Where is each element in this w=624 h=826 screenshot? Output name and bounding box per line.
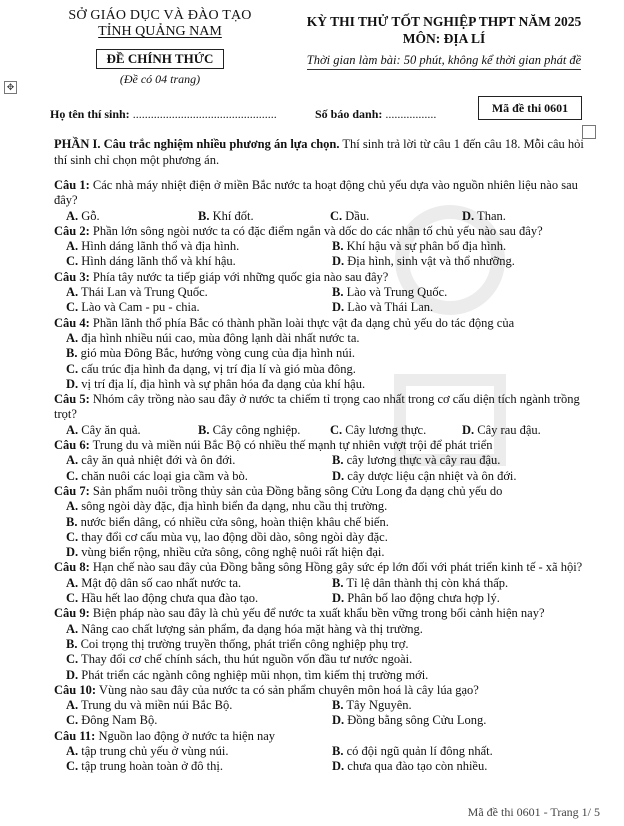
question-stem	[54, 438, 594, 453]
option-letter: D.	[332, 591, 345, 606]
question-number: Câu 9:	[54, 606, 90, 621]
question-stem	[54, 224, 594, 239]
question-number: Câu 10:	[54, 682, 97, 697]
option-text: Gỗ.	[78, 208, 100, 223]
option-text: Tỉ lệ dân thành thị còn khá thấp.	[343, 575, 509, 590]
corner-checkbox[interactable]	[582, 125, 596, 139]
option-letter: B.	[332, 285, 344, 300]
answer-option	[332, 591, 598, 606]
option-letter: C.	[330, 422, 343, 437]
answer-option	[54, 622, 594, 637]
question-number: Câu 5:	[54, 392, 90, 407]
option-letter: C.	[66, 468, 79, 483]
option-letter: D.	[66, 545, 79, 560]
question-stem	[54, 560, 594, 575]
option-text: Trung du và miền núi Bắc Bộ.	[78, 698, 233, 713]
question	[54, 178, 594, 224]
name-dots: ................................................	[129, 107, 277, 121]
answer-option	[66, 713, 332, 728]
answer-option	[66, 209, 198, 224]
sbd-field	[315, 107, 436, 122]
page-footer: Mã đề thi 0601 - Trang 1/ 5	[467, 805, 600, 819]
option-text: Thái Lan và Trung Quốc.	[78, 285, 208, 300]
question-number: Câu 11:	[54, 728, 96, 743]
answer-option	[198, 423, 330, 438]
option-text: vùng biển rộng, nhiều cửa sông, công nghệ nuôi rất hiện đại.	[78, 545, 385, 560]
answer-option	[66, 423, 198, 438]
answer-option	[332, 713, 598, 728]
answer-option	[66, 285, 332, 300]
exam-header	[294, 14, 594, 70]
option-letter: A.	[66, 575, 79, 590]
question-text: Hạn chế nào sau đây của Đồng bằng sông Hồng gây sức ép lớn đối với phát triển kinh tế - xã hội?	[89, 560, 583, 575]
option-letter: A.	[66, 698, 79, 713]
option-list	[54, 453, 594, 484]
answer-option	[66, 469, 332, 484]
question-number: Câu 3:	[54, 269, 90, 284]
question	[54, 683, 594, 729]
option-letter: C.	[66, 529, 79, 544]
answer-option	[66, 239, 332, 254]
question-stem	[54, 683, 594, 698]
option-letter: D.	[66, 376, 79, 391]
option-letter: C.	[66, 759, 79, 774]
question-text: Phần lớn sông ngòi nước ta có đặc điểm ngắn và dốc do các nhân tố chủ yếu nào sau đây?	[89, 223, 543, 238]
part-1-desc: Thí sinh trả lời từ câu 1 đến câu 18. Mỗi câu hỏi thí sinh chỉ chọn một phương án.	[54, 137, 584, 167]
question-number: Câu 6:	[54, 438, 90, 453]
answer-option	[54, 652, 594, 667]
answer-option	[66, 453, 332, 468]
question-text: Sản phẩm nuôi trồng thủy sản của Đồng bằng sông Cửu Long đa dạng chủ yếu do	[89, 483, 503, 498]
answer-option	[332, 254, 598, 269]
answer-option	[54, 362, 594, 377]
question-number: Câu 2:	[54, 223, 90, 238]
question-stem	[54, 606, 594, 621]
question-text: Các nhà máy nhiệt điện ở miền Bắc nước ta hoạt động chủ yếu dựa vào nguồn nhiên liệu nào sau đây?	[54, 178, 578, 208]
answer-option	[66, 591, 332, 606]
option-letter: D.	[332, 759, 345, 774]
option-list	[54, 239, 594, 270]
answer-option	[330, 209, 462, 224]
option-letter: D.	[332, 300, 345, 315]
option-letter: B.	[66, 636, 78, 651]
option-text: Hình dáng lãnh thổ và địa hình.	[78, 239, 240, 254]
option-letter: A.	[66, 208, 79, 223]
question	[54, 316, 594, 392]
option-letter: B.	[332, 453, 344, 468]
option-text: chưa qua đào tạo còn nhiều.	[344, 759, 488, 774]
option-text: cấu trúc địa hình đa dạng, vị trí địa lí và gió mùa đông.	[78, 361, 356, 376]
answer-option	[462, 423, 594, 438]
option-text: cây lương thực và cây rau đậu.	[343, 453, 501, 468]
official-stamp: ĐỀ CHÍNH THỨC	[96, 49, 225, 69]
exam-code-box: Mã đề thi 0601	[478, 96, 582, 120]
option-list	[54, 209, 594, 224]
question-text: Biện pháp nào sau đây là chủ yếu để nước ta xuất khẩu bền vững trong bối cảnh hiện nay?	[89, 606, 545, 621]
option-text: sông ngòi dày đặc, địa hình biển đa dạng, nhu cầu thị trường.	[78, 499, 388, 514]
exam-title: KỲ THI THỬ TỐT NGHIỆP THPT NĂM 2025	[306, 14, 582, 29]
answer-option	[198, 209, 330, 224]
issuer-header	[40, 8, 280, 87]
option-letter: D.	[332, 254, 345, 269]
option-text: cây dược liệu cận nhiệt và ôn đới.	[344, 468, 517, 483]
option-list	[54, 576, 594, 607]
question	[54, 392, 594, 438]
option-text: Than.	[474, 208, 506, 223]
option-list	[54, 499, 594, 560]
option-letter: B.	[198, 422, 210, 437]
option-text: thay đổi cơ cấu mùa vụ, lao động dồi dào, sông ngòi dày đặc.	[78, 529, 388, 544]
question-stem	[54, 392, 594, 423]
option-letter: B.	[332, 743, 344, 758]
option-text: Địa hình, sinh vật và thổ nhưỡng.	[344, 254, 515, 269]
question-text: Nguồn lao động ở nước ta hiện nay	[95, 728, 276, 743]
option-text: Lào và Cam - pu - chia.	[78, 300, 200, 315]
sbd-label: Số báo danh:	[315, 107, 383, 121]
option-letter: A.	[66, 453, 79, 468]
province-name: TỈNH QUẢNG NAM	[98, 24, 222, 39]
option-text: Cây ăn quả.	[78, 422, 141, 437]
option-letter: B.	[66, 346, 78, 361]
answer-option	[66, 300, 332, 315]
answer-option	[66, 254, 332, 269]
option-text: địa hình nhiều núi cao, mùa đông lạnh dài nhất nước ta.	[78, 330, 360, 345]
department-name: SỞ GIÁO DỤC VÀ ĐÀO TẠO	[68, 8, 252, 23]
question	[54, 438, 594, 484]
option-text: Thay đổi cơ chế chính sách, thu hút nguồn vốn đầu tư nước ngoài.	[78, 652, 413, 667]
option-list	[54, 698, 594, 729]
pages-note: (Đề có 04 trang)	[119, 72, 201, 86]
option-text: Phát triển các ngành công nghiệp mũi nhọn, tìm kiếm thị trường mới.	[78, 667, 429, 682]
option-letter: B.	[332, 239, 344, 254]
option-text: Tây Nguyên.	[343, 698, 412, 713]
question-stem	[54, 484, 594, 499]
answer-option	[332, 453, 598, 468]
question-stem	[54, 316, 594, 331]
name-field	[50, 107, 277, 122]
option-letter: B.	[198, 208, 210, 223]
answer-option	[66, 698, 332, 713]
option-text: Cây rau đậu.	[474, 422, 541, 437]
option-text: chăn nuôi các loại gia cầm và bò.	[78, 468, 248, 483]
option-letter: A.	[66, 499, 79, 514]
option-text: Cây lương thực.	[342, 422, 427, 437]
answer-option	[54, 530, 594, 545]
option-letter: A.	[66, 239, 79, 254]
question-stem	[54, 178, 594, 209]
option-letter: A.	[66, 621, 79, 636]
option-letter: C.	[330, 208, 343, 223]
option-letter: D.	[332, 713, 345, 728]
question-number: Câu 7:	[54, 483, 90, 498]
option-letter: B.	[332, 575, 344, 590]
option-letter: C.	[66, 652, 79, 667]
answer-option	[332, 759, 598, 774]
question-number: Câu 8:	[54, 560, 90, 575]
name-label: Họ tên thí sinh:	[50, 107, 130, 121]
move-handle-icon[interactable]: ✥	[4, 81, 17, 94]
answer-option	[66, 576, 332, 591]
question	[54, 606, 594, 682]
option-text: cây ăn quả nhiệt đới và ôn đới.	[78, 453, 236, 468]
option-text: Khí đốt.	[209, 208, 254, 223]
option-text: Đồng bằng sông Cửu Long.	[344, 713, 487, 728]
option-letter: C.	[66, 591, 79, 606]
option-letter: D.	[462, 422, 475, 437]
answer-option	[66, 744, 332, 759]
answer-option	[330, 423, 462, 438]
option-letter: C.	[66, 361, 79, 376]
option-text: Dầu.	[342, 208, 370, 223]
answer-option	[54, 331, 594, 346]
option-letter: C.	[66, 713, 79, 728]
option-list	[54, 744, 594, 775]
question	[54, 270, 594, 316]
option-list	[54, 423, 594, 438]
option-text: nước biển dâng, có nhiều cửa sông, hoàn thiện khâu chế biến.	[77, 514, 389, 529]
option-text: Lào và Thái Lan.	[344, 300, 434, 315]
option-letter: A.	[66, 743, 79, 758]
question-stem	[54, 729, 594, 744]
option-text: Mật độ dân số cao nhất nước ta.	[78, 575, 242, 590]
question	[54, 224, 594, 270]
option-text: Phân bố lao động chưa hợp lý.	[344, 591, 500, 606]
answer-option	[54, 346, 594, 361]
question-number: Câu 4:	[54, 315, 90, 330]
answer-option	[332, 300, 598, 315]
part-1-instructions	[54, 137, 584, 168]
answer-option	[54, 515, 594, 530]
option-text: Lào và Trung Quốc.	[343, 285, 448, 300]
question	[54, 560, 594, 606]
option-letter: A.	[66, 285, 79, 300]
option-text: tập trung hoàn toàn ở đô thị.	[78, 759, 223, 774]
question	[54, 729, 594, 775]
answer-option	[332, 576, 598, 591]
option-text: Hầu hết lao động chưa qua đào tạo.	[78, 591, 259, 606]
answer-option	[54, 637, 594, 652]
option-text: Đông Nam Bộ.	[78, 713, 158, 728]
option-text: gió mùa Đông Bắc, hướng vòng cung của địa hình núi.	[77, 346, 356, 361]
option-text: Cây công nghiệp.	[209, 422, 301, 437]
time-note: Thời gian làm bài: 50 phút, không kể thời gian phát đề	[307, 53, 581, 70]
answer-option	[54, 377, 594, 392]
option-text: tập trung chủ yếu ở vùng núi.	[78, 743, 229, 758]
answer-option	[54, 545, 594, 560]
question-text: Trung du và miền núi Bắc Bộ có nhiều thế mạnh tự nhiên vượt trội để phát triển	[89, 438, 493, 453]
sbd-dots: .................	[382, 107, 437, 121]
answer-option	[332, 698, 598, 713]
option-letter: B.	[332, 698, 344, 713]
option-list	[54, 622, 594, 683]
question-list	[54, 178, 594, 775]
answer-option	[54, 668, 594, 683]
option-letter: D.	[332, 468, 345, 483]
option-letter: D.	[462, 208, 475, 223]
answer-option	[332, 469, 598, 484]
subject-title: MÔN: ĐỊA LÍ	[402, 31, 486, 46]
answer-option	[332, 239, 598, 254]
answer-option	[66, 759, 332, 774]
question-stem	[54, 270, 594, 285]
option-text: Hình dáng lãnh thổ và khí hậu.	[78, 254, 236, 269]
question-text: Nhóm cây trồng nào sau đây ở nước ta chiếm tỉ trọng cao nhất trong cơ cấu diện tích ngành trồng trọt?	[54, 392, 580, 422]
option-letter: D.	[66, 667, 79, 682]
option-letter: A.	[66, 330, 79, 345]
option-letter: C.	[66, 300, 79, 315]
option-list	[54, 331, 594, 392]
question-text: Phần lãnh thổ phía Bắc có thành phần loài thực vật đa dạng chủ yếu do tác động của	[89, 315, 515, 330]
answer-option	[332, 744, 598, 759]
question-number: Câu 1:	[54, 178, 90, 192]
option-text: Khí hậu và sự phân bố địa hình.	[343, 239, 507, 254]
answer-option	[54, 499, 594, 514]
option-letter: B.	[66, 514, 78, 529]
question-text: Vùng nào sau đây của nước ta có sản phẩm chuyên môn hoá là cây lúa gạo?	[96, 682, 479, 697]
question-text: Phía tây nước ta tiếp giáp với những quốc gia nào sau đây?	[89, 269, 389, 284]
option-text: Nâng cao chất lượng sản phẩm, đa dạng hóa mặt hàng và thị trường.	[78, 621, 423, 636]
option-text: Coi trọng thị trường truyền thống, phát triển công nghiệp phụ trợ.	[77, 636, 409, 651]
option-list	[54, 285, 594, 316]
option-letter: A.	[66, 422, 79, 437]
option-text: có đội ngũ quản lí đông nhất.	[343, 743, 493, 758]
part-1-title: PHẦN I. Câu trắc nghiệm nhiều phương án lựa chọn.	[54, 137, 340, 151]
option-text: vị trí địa lí, địa hình và sự phân hóa đa dạng của khí hậu.	[78, 376, 366, 391]
answer-option	[462, 209, 594, 224]
option-letter: C.	[66, 254, 79, 269]
question	[54, 484, 594, 560]
answer-option	[332, 285, 598, 300]
